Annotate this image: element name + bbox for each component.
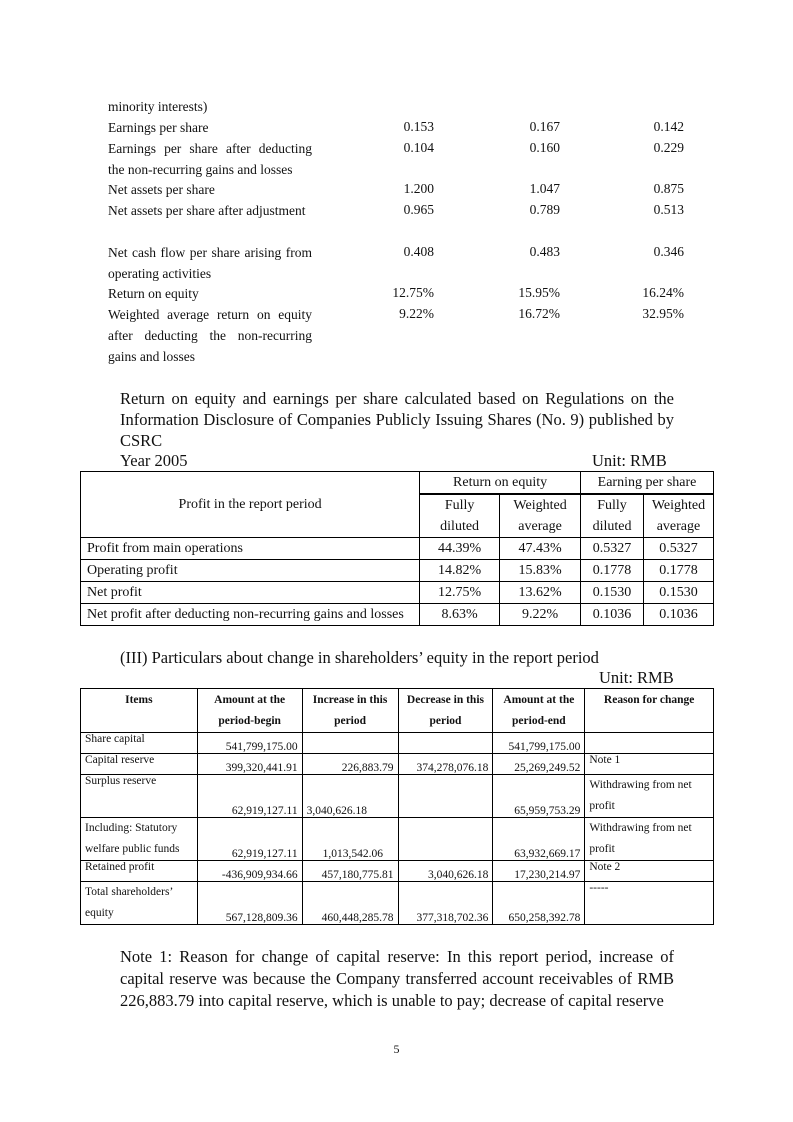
table-row: [81, 604, 714, 626]
sub-header: Fully diluted: [420, 495, 500, 538]
table-row: [81, 882, 714, 925]
fin-value: 0.229: [653, 140, 684, 155]
fin-label: Earnings per share after deducting the non-recurring gains and losses: [108, 141, 312, 177]
roe-eps-table: [80, 471, 714, 626]
cell: 226,883.79: [302, 754, 398, 775]
cell: 63,932,669.17: [493, 818, 585, 861]
cell: 377,318,702.36: [398, 882, 493, 925]
roe-cell: 13.62%: [500, 582, 581, 604]
cell: 374,278,076.18: [398, 754, 493, 775]
cell: [398, 818, 493, 861]
table-row: [81, 754, 714, 775]
item-label: Total shareholders’ equity: [81, 882, 198, 925]
item-label: Including: Statutory welfare public funds: [81, 818, 198, 861]
col-header: Items: [81, 689, 198, 733]
fin-value: 15.95%: [518, 285, 560, 300]
fin-label: Net cash flow per share arising from operating activities: [108, 245, 312, 281]
reason-cell: Withdrawing from net profit: [585, 775, 714, 818]
cell: -436,909,934.66: [197, 861, 302, 882]
fin-label: Net assets per share after adjustment: [108, 203, 306, 218]
cell: [398, 733, 493, 754]
roe-cell: 44.39%: [420, 538, 500, 560]
roe-cell: 14.82%: [420, 560, 500, 582]
roe-row-label: Operating profit: [81, 560, 420, 582]
cell: 17,230,214.97: [493, 861, 585, 882]
cell: [398, 775, 493, 818]
roe-cell: 15.83%: [500, 560, 581, 582]
fin-value: 1.200: [403, 181, 434, 196]
fin-value: 0.346: [653, 244, 684, 259]
fin-value: 0.789: [529, 202, 560, 217]
fin-label: minority interests): [108, 99, 208, 114]
col-header: Reason for change: [585, 689, 714, 733]
fin-value: 9.22%: [399, 306, 434, 321]
note-1-paragraph: Note 1: Reason for change of capital reserve: In this report period, increase of capital reserve was because the Company transferred account receivables of RMB 226,883.79 into capital reserve, which is unable to pay; decrease of capital reserve: [120, 947, 674, 1010]
roe-intro-paragraph: Return on equity and earnings per share calculated based on Regulations on the Information Disclosure of Companies Publicly Issuing Shares (No. 9) published by CSRC: [120, 389, 674, 450]
col-header: Amount at the period-begin: [197, 689, 302, 733]
cell: 567,128,809.36: [197, 882, 302, 925]
fin-value: 1.047: [529, 181, 560, 196]
reason-cell: Note 1: [585, 754, 714, 775]
fin-value: 0.965: [403, 202, 434, 217]
roe-cell: 0.5327: [643, 538, 713, 560]
fin-value: 16.72%: [518, 306, 560, 321]
table-row: [81, 775, 714, 818]
cell: 541,799,175.00: [197, 733, 302, 754]
cell: 460,448,285.78: [302, 882, 398, 925]
cell: 541,799,175.00: [493, 733, 585, 754]
table-row: [81, 560, 714, 582]
fin-value: 0.875: [653, 181, 684, 196]
table-row: [81, 733, 714, 754]
roe-cell: 0.1036: [581, 604, 644, 626]
reason-cell: Note 2: [585, 861, 714, 882]
fin-value: 0.153: [403, 119, 434, 134]
equity-change-table: [80, 688, 714, 925]
section3-unit: Unit: RMB: [599, 668, 674, 687]
table-row: [81, 582, 714, 604]
fin-value: 0.142: [653, 119, 684, 134]
reason-cell: Withdrawing from net profit: [585, 818, 714, 861]
section3-title: (III) Particulars about change in shareholders’ equity in the report period: [120, 648, 599, 667]
fin-value: 12.75%: [392, 285, 434, 300]
fin-label: Earnings per share: [108, 120, 209, 135]
cell: 25,269,249.52: [493, 754, 585, 775]
page-number: 5: [393, 1042, 400, 1056]
cell: 62,919,127.11: [197, 818, 302, 861]
roe-cell: 8.63%: [420, 604, 500, 626]
cell: 399,320,441.91: [197, 754, 302, 775]
fin-value: 0.483: [529, 244, 560, 259]
fin-value: 0.408: [403, 244, 434, 259]
roe-unit: Unit: RMB: [592, 451, 667, 470]
roe-cell: 0.1036: [643, 604, 713, 626]
fin-value: 32.95%: [642, 306, 684, 321]
item-label: Capital reserve: [81, 754, 198, 775]
item-label: Share capital: [81, 733, 198, 754]
roe-cell: 12.75%: [420, 582, 500, 604]
roe-row-label: Net profit: [81, 582, 420, 604]
fin-value: 0.104: [403, 140, 434, 155]
roe-cell: 0.1778: [643, 560, 713, 582]
cell: 62,919,127.11: [197, 775, 302, 818]
roe-row-header: Profit in the report period: [81, 472, 420, 538]
table-row: [81, 818, 714, 861]
roe-cell: 9.22%: [500, 604, 581, 626]
col-header: Decrease in this period: [398, 689, 493, 733]
roe-cell: 0.1778: [581, 560, 644, 582]
fin-label: Weighted average return on equity after deducting the non-recurring gains and losses: [108, 307, 312, 364]
reason-cell: -----: [585, 882, 714, 925]
roe-cell: 0.1530: [643, 582, 713, 604]
cell: 1,013,542.06: [302, 818, 398, 861]
roe-year: Year 2005: [120, 451, 188, 470]
item-label: Retained profit: [81, 861, 198, 882]
cell: 65,959,753.29: [493, 775, 585, 818]
fin-value: 0.167: [529, 119, 560, 134]
table-row: [81, 538, 714, 560]
fin-value: 16.24%: [642, 285, 684, 300]
col-header: Amount at the period-end: [493, 689, 585, 733]
roe-group-header: Return on equity: [420, 472, 581, 494]
sub-header: Weighted average: [500, 495, 581, 538]
table-row: [81, 861, 714, 882]
cell: 650,258,392.78: [493, 882, 585, 925]
item-label: Surplus reserve: [81, 775, 198, 818]
cell: 3,040,626.18: [398, 861, 493, 882]
roe-cell: 47.43%: [500, 538, 581, 560]
col-header: Increase in this period: [302, 689, 398, 733]
cell: 457,180,775.81: [302, 861, 398, 882]
sub-header: Weighted average: [643, 495, 713, 538]
sub-header: Fully diluted: [581, 495, 644, 538]
roe-row-label: Net profit after deducting non-recurring gains and losses: [81, 604, 420, 626]
reason-cell: [585, 733, 714, 754]
fin-value: 0.513: [653, 202, 684, 217]
cell: [302, 733, 398, 754]
fin-value: 0.160: [529, 140, 560, 155]
fin-label: Net assets per share: [108, 182, 215, 197]
cell: 3,040,626.18: [302, 775, 398, 818]
roe-cell: 0.1530: [581, 582, 644, 604]
eps-group-header: Earning per share: [581, 472, 714, 494]
fin-label: Return on equity: [108, 286, 199, 301]
roe-cell: 0.5327: [581, 538, 644, 560]
roe-row-label: Profit from main operations: [81, 538, 420, 560]
